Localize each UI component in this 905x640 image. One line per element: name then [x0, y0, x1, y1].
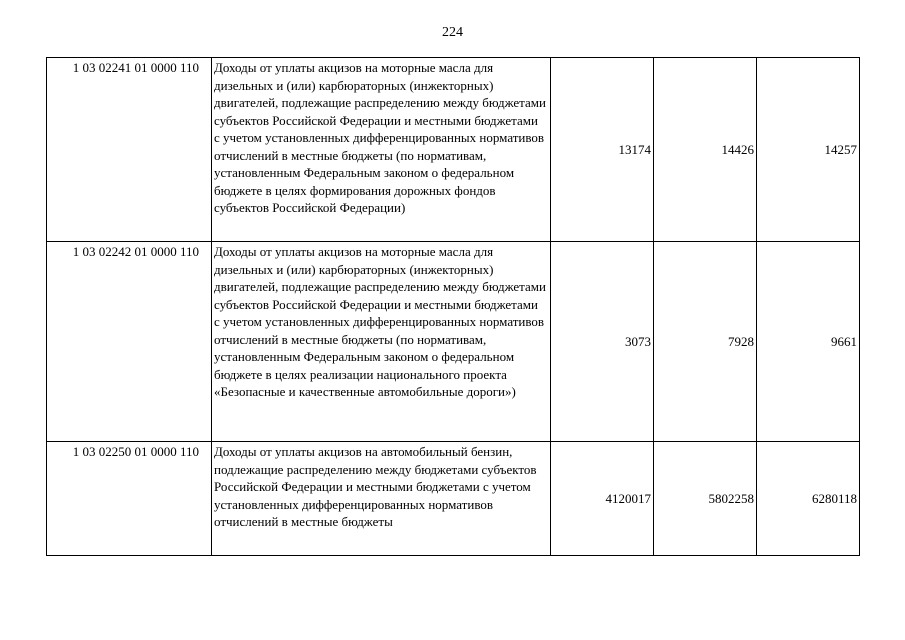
table-row	[47, 442, 860, 556]
amount-year-2: 7928	[654, 242, 757, 442]
amount-year-3: 14257	[757, 58, 860, 242]
table-row	[47, 58, 860, 242]
amount-year-1: 3073	[551, 242, 654, 442]
revenue-description-text: Доходы от уплаты акцизов на автомобильный бензин, подлежащие распределению между бюджетами субъектов Российской Федерации и местными бюджетами с учетом установленных дифференцированных нормативов отчислений в местные бюджеты	[214, 444, 537, 529]
table-row	[47, 242, 860, 442]
revenue-description	[212, 442, 551, 556]
amount-year-1: 4120017	[551, 442, 654, 556]
revenue-description	[212, 242, 551, 442]
amount-year-1: 13174	[551, 58, 654, 242]
amount-year-2: 5802258	[654, 442, 757, 556]
revenue-table	[46, 57, 860, 556]
amount-year-3: 9661	[757, 242, 860, 442]
budget-classification-code: 1 03 02250 01 0000 110	[47, 442, 212, 556]
revenue-description	[212, 58, 551, 242]
budget-classification-code: 1 03 02241 01 0000 110	[47, 58, 212, 242]
page-number: 224	[442, 25, 463, 40]
budget-classification-code: 1 03 02242 01 0000 110	[47, 242, 212, 442]
amount-year-3: 6280118	[757, 442, 860, 556]
revenue-description-text: Доходы от уплаты акцизов на моторные масла для дизельных и (или) карбюраторных (инжекторных) двигателей, подлежащие распределению между бюджетами субъектов Российской Федерации и местными бюджетами с учетом установленных дифференцированных нормативов отчислений в местные бюджеты (по нормативам, установленным Федеральным законом о федеральном бюджете в целях реализации национального проекта «Безопасные и качественные автомобильные дороги»)	[214, 244, 546, 399]
amount-year-2: 14426	[654, 58, 757, 242]
revenue-description-text: Доходы от уплаты акцизов на моторные масла для дизельных и (или) карбюраторных (инжекторных) двигателей, подлежащие распределению между бюджетами субъектов Российской Федерации и местными бюджетами с учетом установленных дифференцированных нормативов отчислений в местные бюджеты (по нормативам, установленным Федеральным законом о федеральном бюджете в целях формирования дорожных фондов субъектов Российской Федерации)	[214, 60, 546, 215]
